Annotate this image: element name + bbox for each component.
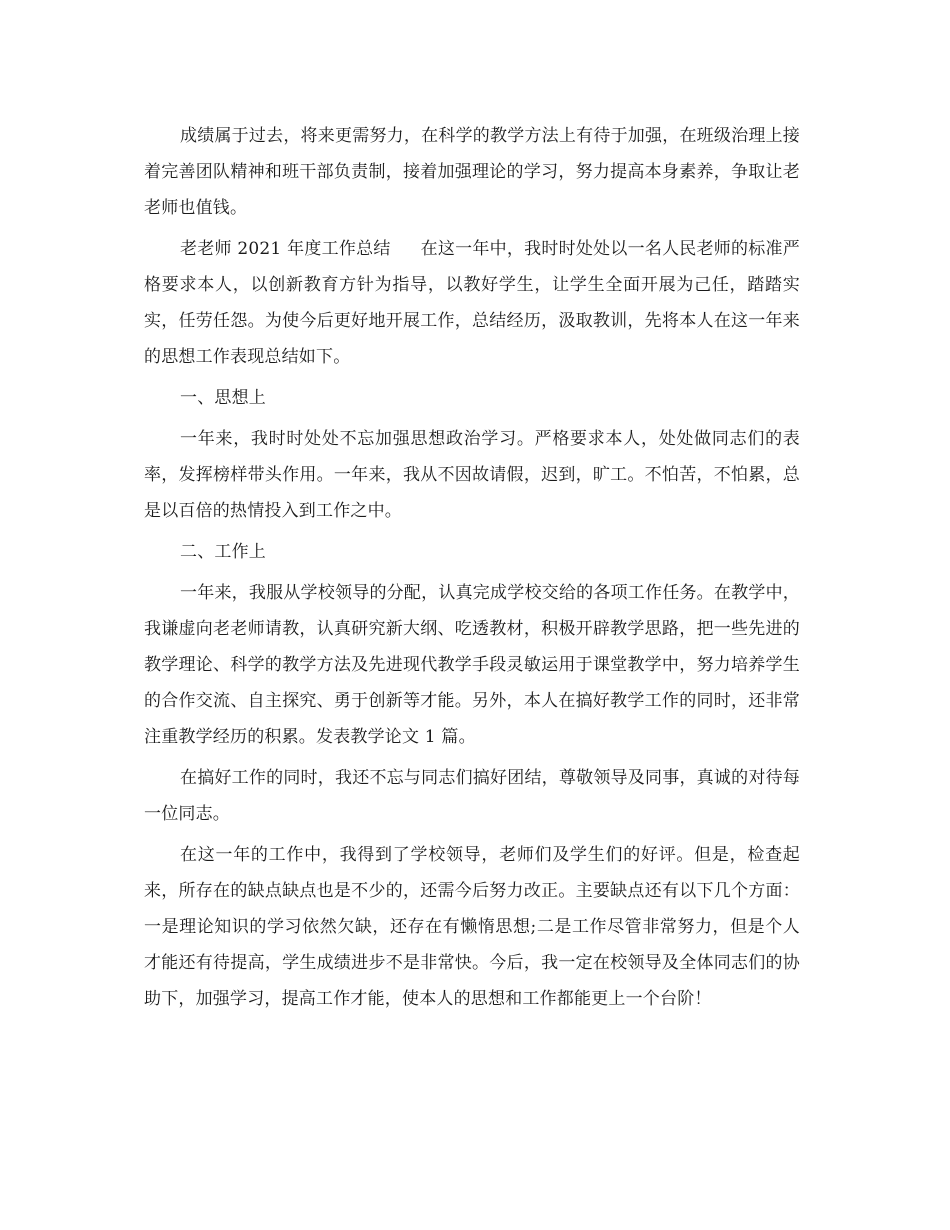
- paragraph-4: 一年来，我服从学校领导的分配，认真完成学校交给的各项工作任务。在教学中，我谦虚向老老师请教，认真研究新大纲、吃透教材，积极开辟教学思路，把一些先进的教学理论、科学的教学方法及先进现代教学手段灵敏运用于课堂教学中，努力培养学生的合作交流、自主探究、勇于创新等才能。另外，本人在搞好教学工作的同时，还非常注重教学经历的积累。发表教学论文 1 篇。: [144, 583, 800, 747]
- section-heading-2: 二、工作上: [180, 542, 266, 562]
- inline-title: 老老师 2021 年度工作总结: [180, 239, 391, 259]
- paragraph-6: 在这一年的工作中，我得到了学校领导，老师们及学生们的好评。但是，检查起来，所存在的缺点缺点也是不少的，还需今后努力改正。主要缺点还有以下几个方面：一是理论知识的学习依然欠缺，还存在有懒惰思想;二是工作尽管非常努力，但是个人才能还有待提高，学生成绩进步不是非常快。今后，我一定在校领导及全体同志们的协助下，加强学习，提高工作才能，使本人的思想和工作都能更上一个台阶！: [144, 845, 800, 1009]
- section-heading-1: 一、思想上: [180, 388, 266, 408]
- document-body: [144, 118, 800, 1022]
- paragraph-5: 在搞好工作的同时，我还不忘与同志们搞好团结，尊敬领导及同事，真诚的对待每一位同志。: [144, 768, 800, 824]
- paragraph-2-text: 在这一年中，我时时处处以一名人民老师的标准严格要求本人，以创新教育方针为指导，以教好学生，让学生全面开展为己任，踏踏实实，任劳任怨。为使今后更好地开展工作，总结经历，汲取教训，先将本人在这一年来的思想工作表现总结如下。: [144, 239, 800, 367]
- paragraph-1: 成绩属于过去，将来更需努力，在科学的教学方法上有待于加强，在班级治理上接着完善团队精神和班干部负责制，接着加强理论的学习，努力提高本身素养，争取让老老师也值钱。: [144, 126, 800, 218]
- paragraph-3: 一年来，我时时处处不忘加强思想政治学习。严格要求本人，处处做同志们的表率，发挥榜样带头作用。一年来，我从不因故请假，迟到，旷工。不怕苦，不怕累，总是以百倍的热情投入到工作之中。: [144, 429, 800, 521]
- paragraph-2: [144, 231, 800, 375]
